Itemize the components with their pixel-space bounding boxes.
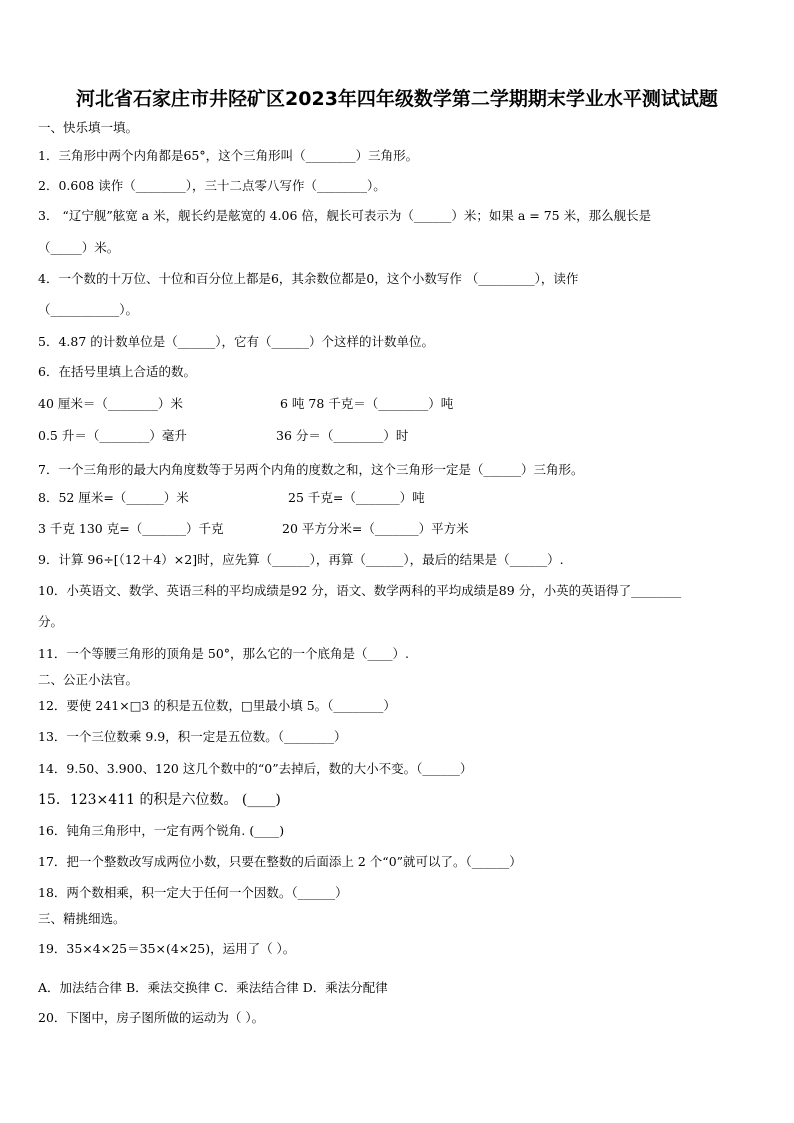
question-line: 1．三角形中两个内角都是65°，这个三角形叫（________）三角形。	[38, 148, 419, 163]
question-line: 14．9.50、3.900、120 这几个数中的“0”去掉后，数的大小不变。（______）	[38, 761, 473, 776]
question-line: 4．一个数的十万位、十位和百分位上都是6，其余数位都是0，这个小数写作 （_________），读作	[38, 271, 579, 286]
question-line: 11．一个等腰三角形的顶角是 50°，那么它的一个底角是（____）.	[38, 646, 410, 661]
question-line: 12．要使 241×□3 的积是五位数，□里最小填 5。（________）	[38, 698, 396, 713]
question-15: 15．123×411 的积是六位数。 (____)	[38, 792, 281, 808]
question-line: 一、快乐填一填。	[38, 120, 139, 135]
question-line: 18．两个数相乘，积一定大于任何一个因数。（______）	[38, 885, 348, 900]
question-line: 3． “辽宁舰”舷宽 a 米，舰长约是舷宽的 4.06 倍，舰长可表示为（______）米；如果 a = 75 米，那么舰长是	[38, 208, 652, 223]
question-line: 5．4.87 的计数单位是（______），它有（______）个这样的计数单位。	[38, 334, 435, 349]
question-line: （___________）。	[38, 302, 139, 317]
question-line: 19．35×4×25＝35×(4×25)，运用了（ ）。	[38, 941, 296, 956]
question-line: 16．钝角三角形中，一定有两个锐角. (____)	[38, 823, 285, 838]
pair-right: 20 平方分米=（_______）平方米	[282, 521, 469, 536]
question-line: 20．下图中，房子图所做的运动为（ ）。	[38, 1010, 265, 1025]
page-title: 河北省石家庄市井陉矿区2023年四年级数学第二学期期末学业水平测试试题	[76, 88, 718, 110]
pair-right: 36 分＝（________）时	[276, 428, 409, 443]
question-9: 9．计算 96÷[（12＋4）×2]时，应先算（______），再算（______），最后的结果是（______）.	[38, 552, 564, 567]
pair-left: 40 厘米＝（________）米	[38, 396, 183, 411]
question-line: 7．一个三角形的最大内角度数等于另两个内角的度数之和，这个三角形一定是（______）三角形。	[38, 462, 584, 477]
question-line: 13．一个三位数乘 9.9，积一定是五位数。（________）	[38, 729, 347, 744]
question-line: 三、精挑细选。	[38, 911, 126, 926]
question-line: 分。	[38, 614, 64, 629]
pair-left: 3 千克 130 克=（_______）千克	[38, 521, 224, 536]
question-line: A．加法结合律 B．乘法交换律 C．乘法结合律 D．乘法分配律	[38, 980, 388, 995]
question-line: 二、公正小法官。	[38, 672, 139, 687]
pair-left: 0.5 升＝（________）毫升	[38, 428, 187, 443]
question-line: 6．在括号里填上合适的数。	[38, 364, 196, 379]
pair-right: 6 吨 78 千克＝（________）吨	[280, 396, 454, 411]
question-line: 10．小英语文、数学、英语三科的平均成绩是92 分，语文、数学两科的平均成绩是89 分，小英的英语得了________	[38, 583, 682, 598]
question-line: （_____）米。	[38, 240, 120, 255]
pair-left: 8．52 厘米=（______）米	[38, 490, 189, 505]
pair-right: 25 千克=（_______）吨	[288, 490, 425, 505]
question-line: 17．把一个整数改写成两位小数，只要在整数的后面添上 2 个“0”就可以了。（______）	[38, 854, 522, 869]
question-line: 2．0.608 读作（________），三十二点零八写作（________）。	[38, 178, 386, 193]
